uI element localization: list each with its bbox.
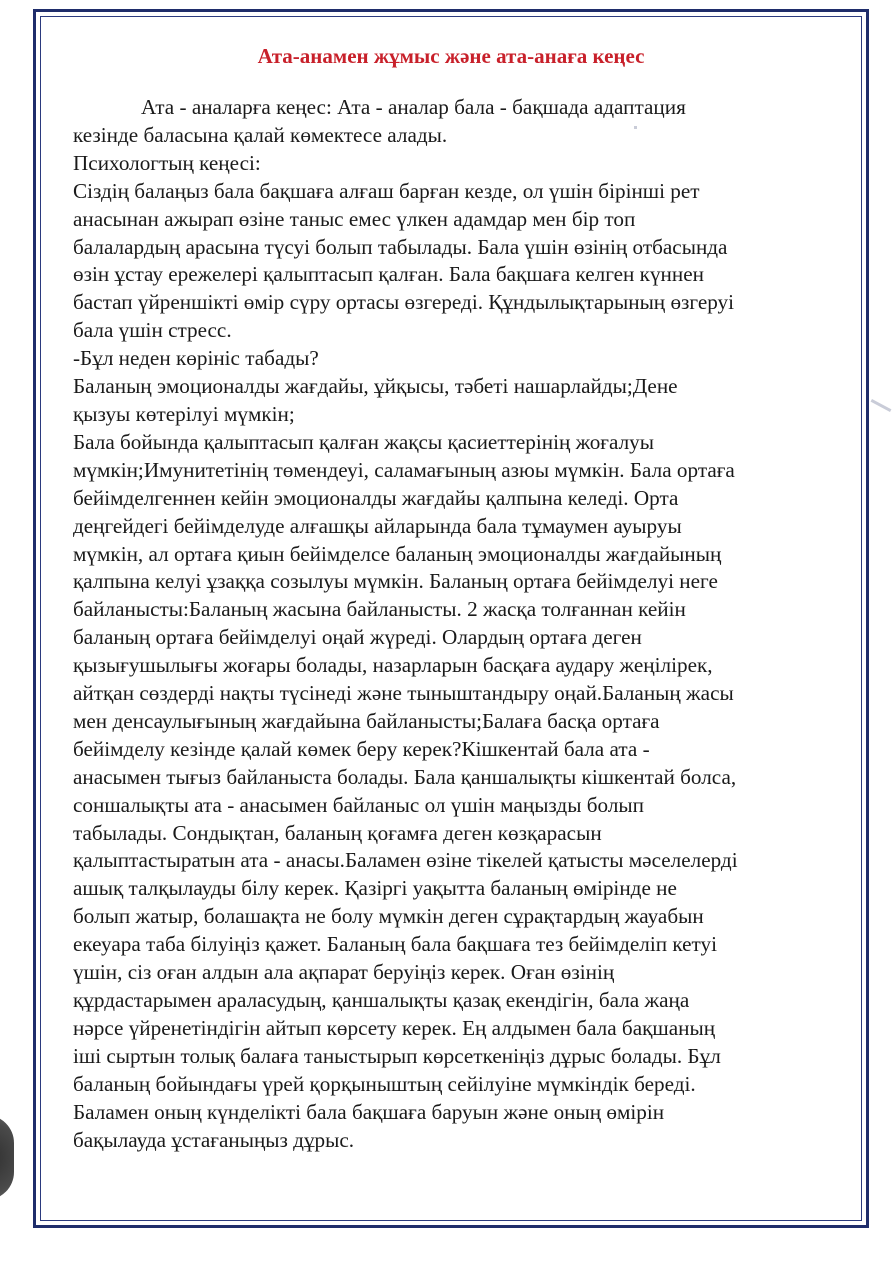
- body-line: қалыптастыратын ата - анасы.Баламен өзіне тікелей қатысты мәселелерді: [73, 848, 738, 873]
- body-line: нәрсе үйренетіндігін айтып көрсету керек. Ең алдымен бала бақшаның: [73, 1015, 716, 1040]
- scan-edge-shadow: [0, 1115, 14, 1200]
- body-line: Ата - аналарға кеңес: Ата - аналар бала - бақшада адаптация: [141, 95, 686, 119]
- document-body: [73, 94, 853, 1154]
- body-line: Сіздің балаңыз бала бақшаға алғаш барған кезде, ол үшін бірінші рет: [73, 178, 700, 203]
- scan-speck: [871, 399, 892, 412]
- body-line: мүмкін;Имунитетінің төмендеуі, саламағының азюы мүмкін. Бала ортаға: [73, 457, 735, 482]
- body-line: деңгейдегі бейімделуде алғашқы айларында бала тұмаумен ауыруы: [73, 513, 682, 538]
- body-line: өзін ұстау ережелері қалыптасып қалған. Бала бақшаға келген күннен: [73, 262, 704, 287]
- body-line: соншалықты ата - анасымен байланыс ол үшін маңызды болып: [73, 792, 644, 817]
- body-line: құрдастарымен араласудың, қаншалықты қазақ екендігін, бала жаңа: [73, 988, 690, 1012]
- body-line: қызуы көтерілуі мүмкін;: [73, 401, 295, 426]
- body-line: Баланың эмоционалды жағдайы, ұйқысы, тәбеті нашарлайды;Дене: [73, 374, 678, 399]
- scan-speck: [634, 126, 637, 129]
- body-line: қызығушылығы жоғары болады, назарларын басқаға аудару жеңілірек,: [73, 653, 713, 678]
- body-line: мен денсаулығының жағдайына байланысты;Балаға басқа ортаға: [73, 708, 660, 733]
- body-line: мүмкін, ал ортаға қиын бейімделсе баланың эмоционалды жағдайының: [73, 541, 722, 566]
- body-line: байланысты:Баланың жасына байланысты. 2 жасқа толғаннан кейін: [73, 597, 686, 622]
- body-line: бейімделгеннен кейін эмоционалды жағдайы қалпына келеді. Орта: [73, 485, 679, 510]
- body-line: бастап үйреншікті өмір сүру ортасы өзгереді. Құндылықтарының өзгеруі: [73, 290, 735, 315]
- body-line: кезінде баласына қалай көмектесе алады.: [73, 122, 448, 147]
- body-line: анасынан ажырап өзіне таныс емес үлкен адамдар мен бір топ: [73, 206, 636, 231]
- body-line: іші сыртын толық балаға таныстырып көрсеткеніңіз дұрыс болады. Бұл: [73, 1043, 721, 1068]
- body-line: анасымен тығыз байланыста болады. Бала қаншалықты кішкентай болса,: [73, 764, 737, 789]
- body-line: бейімделу кезінде қалай көмек беру керек?Кішкентай бала ата -: [73, 736, 650, 761]
- body-line: Баламен оның күнделікті бала бақшаға баруын және оның өмірін: [73, 1099, 665, 1124]
- body-line: болып жатыр, болашақта не болу мүмкін деген сұрақтардың жауабын: [73, 904, 704, 929]
- body-line: Психологтың кеңесі:: [73, 150, 261, 175]
- body-line: балалардың арасына түсуі болып табылады. Бала үшін өзінің отбасында: [73, 234, 728, 259]
- document-title: Ата-анамен жұмыс және ата-анаға кеңес: [257, 44, 645, 68]
- body-line: қалпына келуі ұзаққа созылуы мүмкін. Баланың ортаға бейімделуі неге: [73, 569, 718, 594]
- body-line: бала үшін стресс.: [73, 318, 232, 343]
- body-line: ашық талқылауды білу керек. Қазіргі уақытта баланың өмірінде не: [73, 876, 677, 901]
- body-line: баланың ортаға бейімделуі оңай жүреді. Олардың ортаға деген: [73, 625, 642, 650]
- body-line: Бала бойында қалыптасып қалған жақсы қасиеттерінің жоғалуы: [73, 429, 654, 454]
- body-line: бақылауда ұстағаныңыз дұрыс.: [73, 1127, 355, 1152]
- body-line: табылады. Сондықтан, баланың қоғамға деген көзқарасын: [73, 820, 602, 845]
- body-line: -Бұл неден көрініс табады?: [73, 346, 319, 371]
- body-line: баланың бойындағы үрей қорқыныштың сейілуіне мүмкіндік береді.: [73, 1071, 696, 1096]
- body-line: үшін, сіз оған алдын ала ақпарат беруіңіз керек. Оған өзінің: [73, 960, 615, 985]
- body-line: айтқан сөздерді нақты түсінеді және тыныштандыру оңай.Баланың жасы: [73, 681, 734, 706]
- body-line: екеуара таба білуіңіз қажет. Баланың бала бақшаға тез бейімделіп кетуі: [73, 932, 718, 957]
